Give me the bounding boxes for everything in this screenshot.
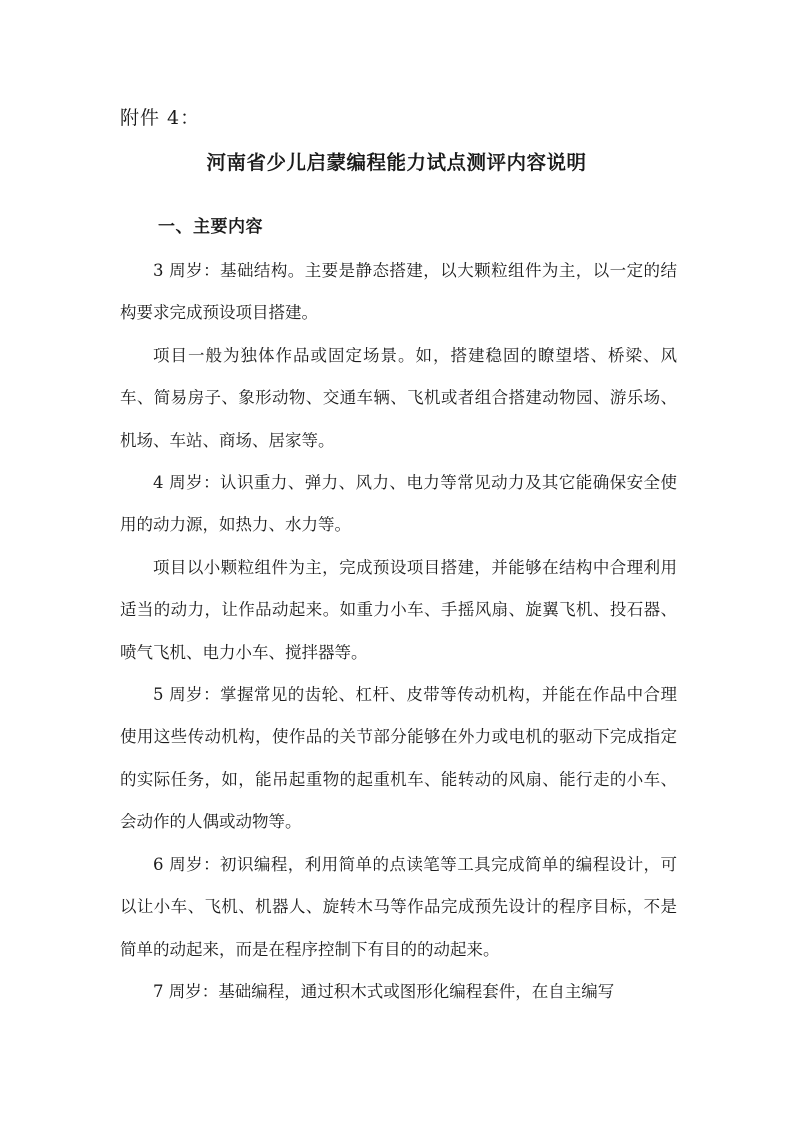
attachment-label: 附件 4：: [120, 107, 201, 129]
document-body: [120, 250, 677, 1013]
paragraph-age-7: 7 周岁：基础编程，通过积木式或图形化编程套件，在自主编写: [153, 981, 615, 1001]
paragraph-age-3: 3 周岁：基础结构。主要是静态搭建，以大颗粒组件为主，以一定的结构要求完成预设项目搭建。: [120, 261, 677, 323]
paragraph-age-3-projects: 项目一般为独体作品或固定场景。如，搭建稳固的瞭望塔、桥梁、风车、简易房子、象形动物、交通车辆、飞机或者组合搭建动物园、游乐场、机场、车站、商场、居家等。: [120, 345, 677, 450]
document-title: 河南省少儿启蒙编程能力试点测评内容说明: [206, 151, 587, 174]
paragraph-age-4: 4 周岁：认识重力、弹力、风力、电力等常见动力及其它能确保安全使用的动力源，如热力、水力等。: [120, 473, 677, 535]
paragraph-age-4-projects: 项目以小颗粒组件为主，完成预设项目搭建，并能够在结构中合理利用适当的动力，让作品动起来。如重力小车、手摇风扇、旋翼飞机、投石器、喷气飞机、电力小车、搅拌器等。: [120, 557, 677, 662]
paragraph-age-5: 5 周岁：掌握常见的齿轮、杠杆、皮带等传动机构，并能在作品中合理使用这些传动机构，使作品的关节部分能够在外力或电机的驱动下完成指定的实际任务，如，能吊起重物的起重机车、能转动的风扇、能行走的小车、会动作的人偶或动物等。: [120, 685, 677, 832]
section-heading: 一、主要内容: [158, 217, 263, 237]
paragraph-age-6: 6 周岁：初识编程，利用简单的点读笔等工具完成简单的编程设计，可以让小车、飞机、机器人、旋转木马等作品完成预先设计的程序目标，不是简单的动起来，而是在程序控制下有目的的动起来。: [120, 854, 677, 959]
